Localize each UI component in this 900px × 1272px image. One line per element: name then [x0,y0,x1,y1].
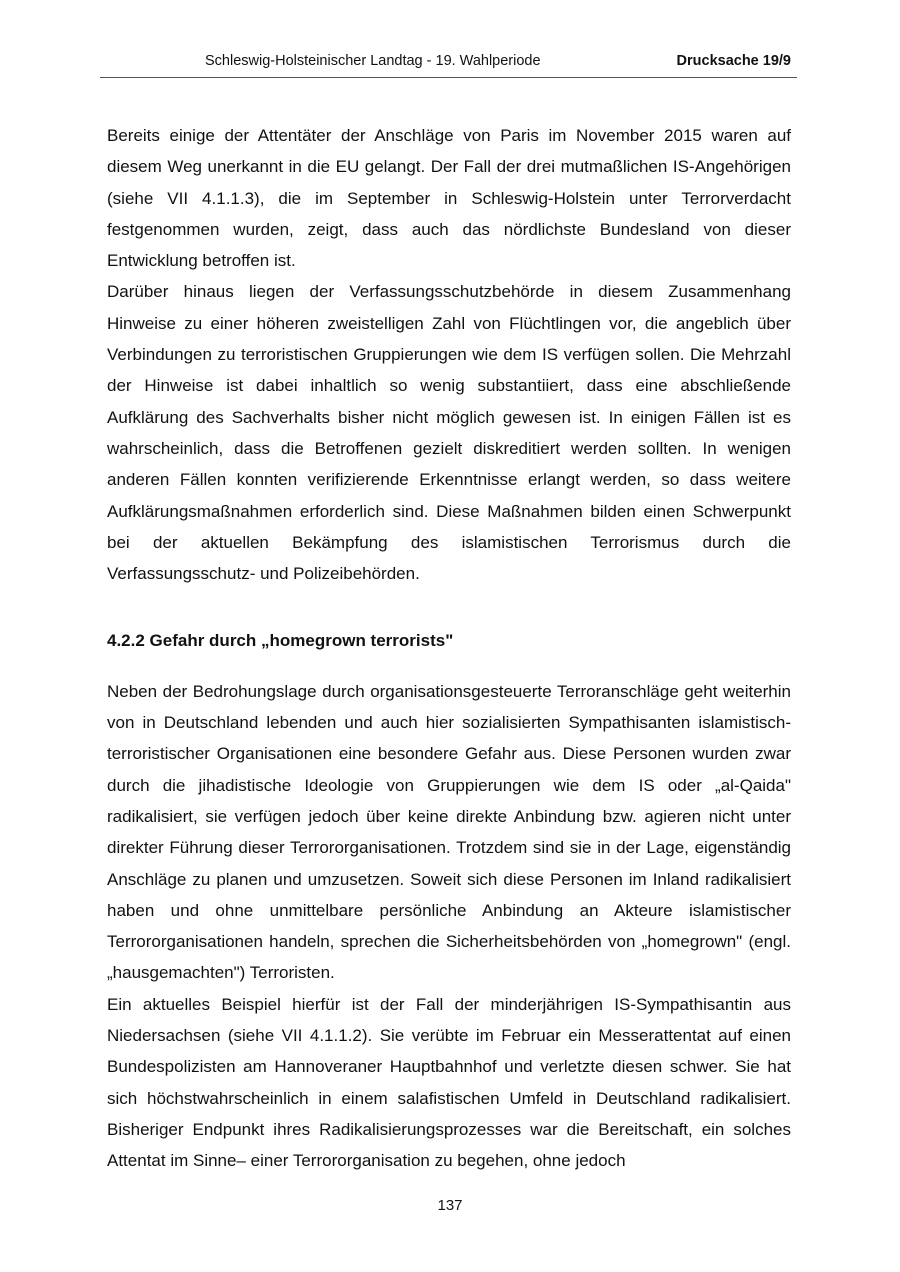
section-heading: 4.2.2 Gefahr durch „homegrown terrorists" [107,631,454,651]
document-body [107,120,791,1177]
header-title: Schleswig-Holsteinischer Landtag - 19. Wahlperiode [205,53,541,69]
page-header [100,50,797,78]
paragraph: Darüber hinaus liegen der Verfassungsschutzbehörde in diesem Zusammenhang Hinweise zu einer höheren zweistelligen Zahl von Flüchtlingen vor, die angeblich über Verbindungen zu terroristischen Gruppierungen wie dem IS verfügen sollen. Die Mehrzahl der Hinweise ist dabei inhaltlich so wenig substantiiert, dass eine abschließende Aufklärung des Sachverhalts bisher nicht möglich gewesen ist. In einigen Fällen ist es wahrscheinlich, dass die Betroffenen gezielt diskreditiert werden sollten. In wenigen anderen Fällen konnten verifizierende Erkenntnisse erlangt werden, so dass weitere Aufklärungsmaßnahmen erforderlich sind. Diese Maßnahmen bilden einen Schwerpunkt bei der aktuellen Bekämpfung des islamistischen Terrorismus durch die Verfassungsschutz- und Polizeibehörden. [107,282,791,584]
page-number: 137 [437,1197,463,1214]
paragraph: Neben der Bedrohungslage durch organisationsgesteuerte Terroranschläge geht weiterhin von in Deutschland lebenden und auch hier sozialisierten Sympathisanten islamistisch-terroristischer Organisationen eine besondere Gefahr aus. Diese Personen wurden zwar durch die jihadistische Ideologie von Gruppierungen wie dem IS oder „al-Qaida" radikalisiert, sie verfügen jedoch über keine direkte Anbindung bzw. agieren nicht unter direkter Führung dieser Terrororganisationen. Trotzdem sind sie in der Lage, eigenständig Anschläge zu planen und umzusetzen. Soweit sich diese Personen im Inland radikalisiert haben und ohne unmittelbare persönliche Anbindung an Akteure islamistischer Terrororganisationen handeln, sprechen die Sicherheitsbehörden von „homegrown" (engl. „hausgemachten") Terroristen. [107,681,791,983]
paragraph: Bereits einige der Attentäter der Anschläge von Paris im November 2015 waren auf diesem Weg unerkannt in die EU gelangt. Der Fall der drei mutmaßlichen IS-Angehörigen (siehe VII 4.1.1.3), die im September in Schleswig-Holstein unter Terrorverdacht festgenommen wurden, zeigt, dass auch das nördlichste Bundesland von dieser Entwicklung betroffen ist. [107,126,791,271]
paragraph: Ein aktuelles Beispiel hierfür ist der Fall der minderjährigen IS-Sympathisantin aus Niedersachsen (siehe VII 4.1.1.2). Sie verübte im Februar ein Messerattentat auf einen Bundespolizisten am Hannoveraner Hauptbahnhof und verletzte diesen schwer. Sie hat sich höchstwahrscheinlich in einem salafistischen Umfeld in Deutschland radikalisiert. Bisheriger Endpunkt ihres Radikalisierungsprozesses war die Bereitschaft, ein solches Attentat im Sinne– einer Terrororganisation zu begehen, ohne jedoch [107,994,791,1171]
document-number: Drucksache 19/9 [676,53,791,69]
